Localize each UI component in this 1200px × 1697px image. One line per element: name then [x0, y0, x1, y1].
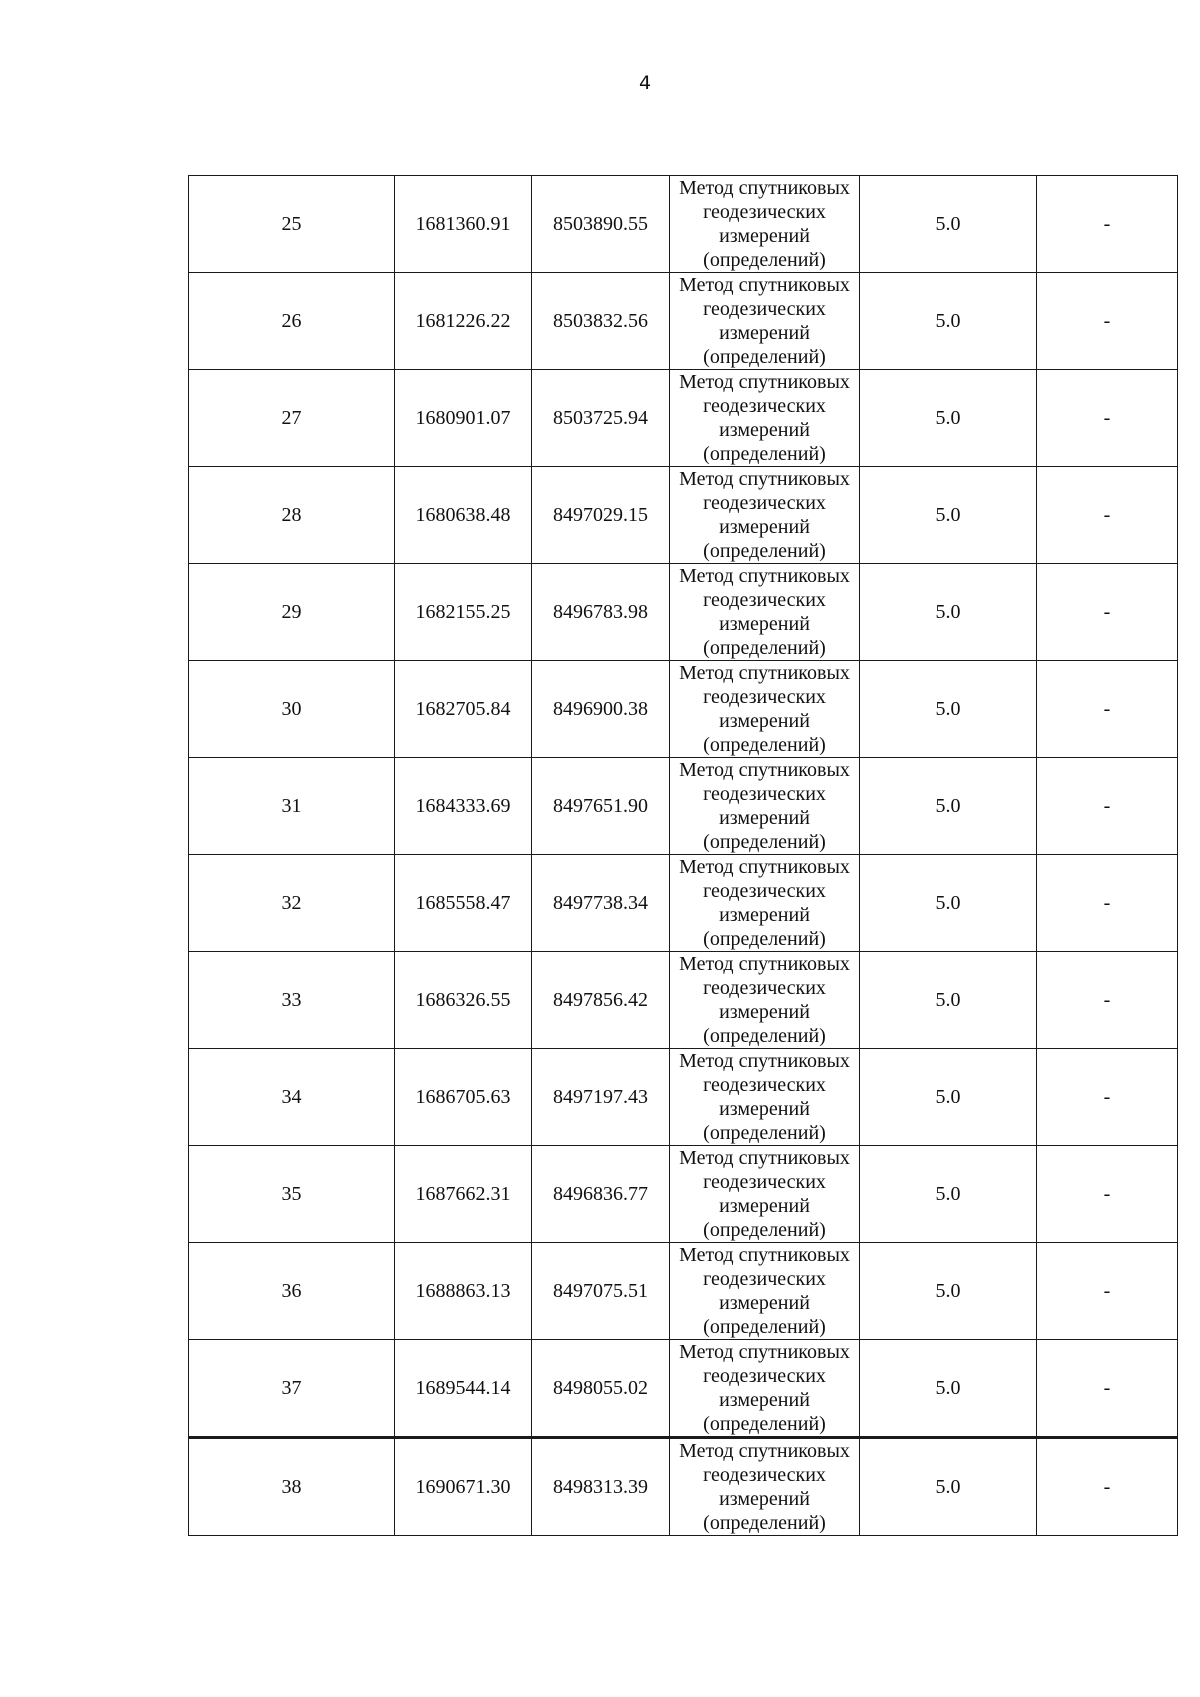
point-number-cell: 33: [189, 952, 395, 1049]
method-cell: [670, 564, 860, 661]
note-cell: -: [1037, 370, 1178, 467]
y-coordinate-cell: 8496783.98: [532, 564, 670, 661]
table-row: [189, 1340, 1178, 1438]
method-cell: [670, 1340, 860, 1438]
accuracy-cell: 5.0: [860, 1438, 1037, 1536]
note-cell: -: [1037, 855, 1178, 952]
y-coordinate-cell: 8497651.90: [532, 758, 670, 855]
point-number-cell: 30: [189, 661, 395, 758]
method-text: Метод спутниковых геодезических измерений (определений): [679, 1440, 850, 1534]
method-text: Метод спутниковых геодезических измерений (определений): [679, 1244, 850, 1338]
accuracy-cell: 5.0: [860, 1049, 1037, 1146]
method-cell: [670, 1438, 860, 1536]
point-number-cell: 35: [189, 1146, 395, 1243]
accuracy-cell: 5.0: [860, 855, 1037, 952]
x-coordinate-cell: 1686326.55: [395, 952, 532, 1049]
method-text: Метод спутниковых геодезических измерений (определений): [679, 565, 850, 659]
y-coordinate-cell: 8497856.42: [532, 952, 670, 1049]
method-cell: [670, 176, 860, 273]
table-row: [189, 661, 1178, 758]
point-number-cell: 38: [189, 1438, 395, 1536]
y-coordinate-cell: 8497075.51: [532, 1243, 670, 1340]
method-text: Метод спутниковых геодезических измерений (определений): [679, 177, 850, 271]
method-cell: [670, 952, 860, 1049]
y-coordinate-cell: 8497738.34: [532, 855, 670, 952]
method-text: Метод спутниковых геодезических измерений (определений): [679, 371, 850, 465]
method-cell: [670, 1146, 860, 1243]
method-cell: [670, 661, 860, 758]
point-number-cell: 32: [189, 855, 395, 952]
method-text: Метод спутниковых геодезических измерений (определений): [679, 1341, 850, 1435]
table-row: [189, 273, 1178, 370]
point-number-cell: 36: [189, 1243, 395, 1340]
x-coordinate-cell: 1684333.69: [395, 758, 532, 855]
x-coordinate-cell: 1680901.07: [395, 370, 532, 467]
point-number-cell: 26: [189, 273, 395, 370]
method-text: Метод спутниковых геодезических измерений (определений): [679, 953, 850, 1047]
y-coordinate-cell: 8496836.77: [532, 1146, 670, 1243]
x-coordinate-cell: 1685558.47: [395, 855, 532, 952]
table-row: [189, 176, 1178, 273]
accuracy-cell: 5.0: [860, 1243, 1037, 1340]
accuracy-cell: 5.0: [860, 661, 1037, 758]
point-number-cell: 37: [189, 1340, 395, 1438]
method-cell: [670, 1243, 860, 1340]
method-cell: [670, 1049, 860, 1146]
table-row: [189, 467, 1178, 564]
table-body: [189, 176, 1178, 1536]
accuracy-cell: 5.0: [860, 564, 1037, 661]
point-number-cell: 34: [189, 1049, 395, 1146]
table-row: [189, 1146, 1178, 1243]
note-cell: -: [1037, 661, 1178, 758]
y-coordinate-cell: 8498055.02: [532, 1340, 670, 1438]
x-coordinate-cell: 1689544.14: [395, 1340, 532, 1438]
y-coordinate-cell: 8498313.39: [532, 1438, 670, 1536]
y-coordinate-cell: 8497197.43: [532, 1049, 670, 1146]
y-coordinate-cell: 8496900.38: [532, 661, 670, 758]
note-cell: -: [1037, 1340, 1178, 1438]
method-cell: [670, 467, 860, 564]
table-row: [189, 370, 1178, 467]
table-row: [189, 952, 1178, 1049]
note-cell: -: [1037, 1243, 1178, 1340]
x-coordinate-cell: 1682155.25: [395, 564, 532, 661]
point-number-cell: 27: [189, 370, 395, 467]
table-row: [189, 758, 1178, 855]
x-coordinate-cell: 1681360.91: [395, 176, 532, 273]
note-cell: -: [1037, 467, 1178, 564]
table-row: [189, 855, 1178, 952]
accuracy-cell: 5.0: [860, 952, 1037, 1049]
y-coordinate-cell: 8503890.55: [532, 176, 670, 273]
table-row: [189, 564, 1178, 661]
x-coordinate-cell: 1681226.22: [395, 273, 532, 370]
y-coordinate-cell: 8503725.94: [532, 370, 670, 467]
accuracy-cell: 5.0: [860, 370, 1037, 467]
accuracy-cell: 5.0: [860, 1146, 1037, 1243]
method-cell: [670, 273, 860, 370]
x-coordinate-cell: 1686705.63: [395, 1049, 532, 1146]
method-text: Метод спутниковых геодезических измерений (определений): [679, 856, 850, 950]
note-cell: -: [1037, 1146, 1178, 1243]
x-coordinate-cell: 1687662.31: [395, 1146, 532, 1243]
note-cell: -: [1037, 176, 1178, 273]
table-row: [189, 1049, 1178, 1146]
accuracy-cell: 5.0: [860, 758, 1037, 855]
accuracy-cell: 5.0: [860, 467, 1037, 564]
point-number-cell: 28: [189, 467, 395, 564]
x-coordinate-cell: 1688863.13: [395, 1243, 532, 1340]
method-cell: [670, 855, 860, 952]
method-cell: [670, 370, 860, 467]
note-cell: -: [1037, 564, 1178, 661]
x-coordinate-cell: 1690671.30: [395, 1438, 532, 1536]
y-coordinate-cell: 8503832.56: [532, 273, 670, 370]
page-number: 4: [638, 72, 652, 94]
table-row: [189, 1438, 1178, 1536]
note-cell: -: [1037, 952, 1178, 1049]
accuracy-cell: 5.0: [860, 273, 1037, 370]
note-cell: -: [1037, 273, 1178, 370]
accuracy-cell: 5.0: [860, 176, 1037, 273]
method-text: Метод спутниковых геодезических измерений (определений): [679, 1147, 850, 1241]
table-row: [189, 1243, 1178, 1340]
accuracy-cell: 5.0: [860, 1340, 1037, 1438]
point-number-cell: 31: [189, 758, 395, 855]
method-text: Метод спутниковых геодезических измерений (определений): [679, 468, 850, 562]
note-cell: -: [1037, 758, 1178, 855]
x-coordinate-cell: 1680638.48: [395, 467, 532, 564]
method-text: Метод спутниковых геодезических измерений (определений): [679, 662, 850, 756]
method-text: Метод спутниковых геодезических измерений (определений): [679, 274, 850, 368]
point-number-cell: 25: [189, 176, 395, 273]
note-cell: -: [1037, 1438, 1178, 1536]
y-coordinate-cell: 8497029.15: [532, 467, 670, 564]
x-coordinate-cell: 1682705.84: [395, 661, 532, 758]
note-cell: -: [1037, 1049, 1178, 1146]
method-cell: [670, 758, 860, 855]
method-text: Метод спутниковых геодезических измерений (определений): [679, 759, 850, 853]
coordinates-table: [188, 175, 1178, 1536]
point-number-cell: 29: [189, 564, 395, 661]
method-text: Метод спутниковых геодезических измерений (определений): [679, 1050, 850, 1144]
